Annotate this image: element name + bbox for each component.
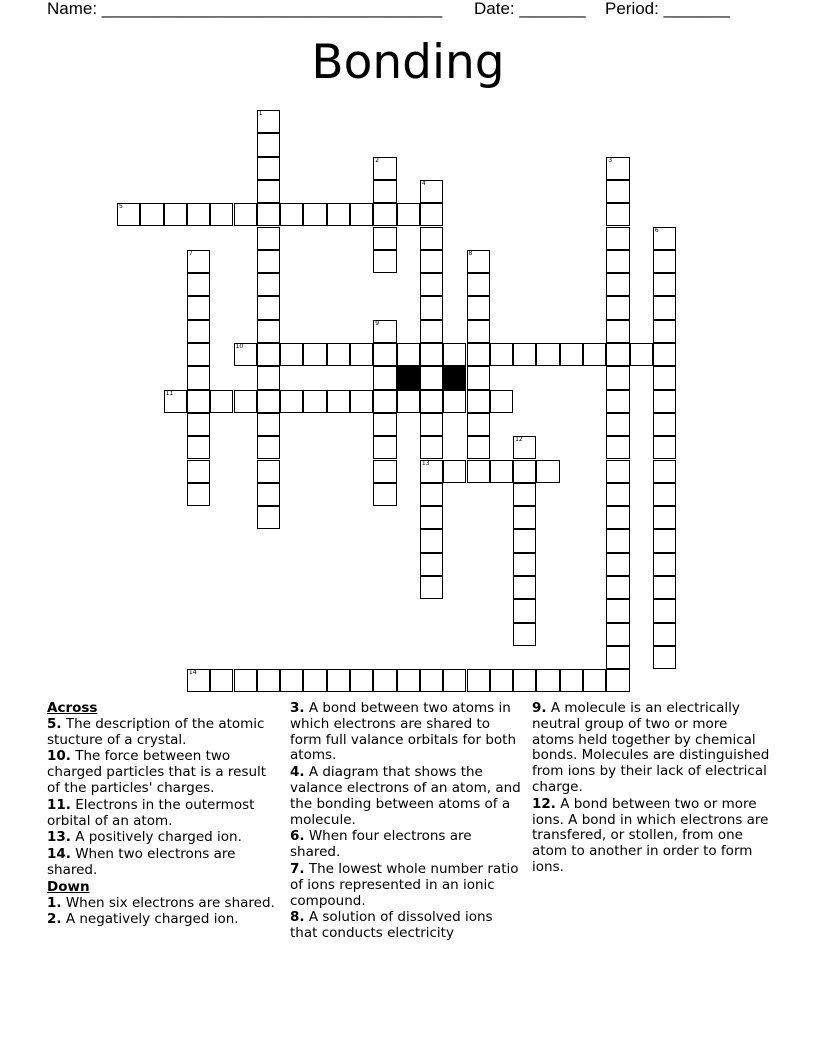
letter-cell[interactable]	[373, 413, 396, 436]
clue-text: A molecule is an electrically neutral group of two or more atoms held together by chemical bonds. Molecules are distinguished from ions by their lack of electrical charge.	[532, 700, 770, 795]
cell-number: 12	[515, 436, 523, 444]
letter-cell[interactable]	[490, 669, 513, 692]
letter-cell[interactable]	[653, 320, 676, 343]
clue-item	[290, 862, 522, 909]
letter-cell[interactable]	[257, 413, 280, 436]
letter-cell[interactable]	[397, 203, 420, 226]
clue-item	[532, 797, 772, 876]
letter-cell[interactable]	[606, 203, 629, 226]
clue-column-3	[532, 701, 772, 877]
letter-cell[interactable]	[373, 250, 396, 273]
letter-cell[interactable]	[467, 366, 490, 389]
letter-cell[interactable]	[373, 157, 396, 180]
letter-cell[interactable]	[257, 273, 280, 296]
letter-cell[interactable]	[443, 343, 466, 366]
clue-number: 13.	[47, 829, 71, 846]
letter-cell[interactable]	[257, 296, 280, 319]
letter-cell[interactable]	[653, 343, 676, 366]
black-cell	[397, 366, 420, 389]
letter-cell[interactable]	[490, 390, 513, 413]
letter-cell[interactable]	[187, 343, 210, 366]
clue-number: 11.	[47, 796, 71, 813]
clue-number: 1.	[47, 894, 62, 911]
letter-cell[interactable]	[467, 296, 490, 319]
letter-cell[interactable]	[420, 483, 443, 506]
letter-cell[interactable]	[210, 390, 233, 413]
letter-cell[interactable]	[513, 576, 536, 599]
clue-item	[290, 829, 522, 861]
letter-cell[interactable]	[606, 576, 629, 599]
letter-cell[interactable]	[653, 576, 676, 599]
letter-cell[interactable]	[630, 343, 653, 366]
name-field[interactable]: Name: ____________________________________	[47, 0, 443, 18]
letter-cell[interactable]	[653, 366, 676, 389]
across-clue-list	[47, 717, 279, 879]
letter-cell[interactable]	[467, 460, 490, 483]
clue-number: 5.	[47, 715, 62, 732]
down-heading: Down	[47, 878, 90, 895]
letter-cell[interactable]	[513, 436, 536, 459]
clue-item	[290, 701, 522, 764]
letter-cell[interactable]	[606, 599, 629, 622]
letter-cell[interactable]	[443, 390, 466, 413]
letter-cell[interactable]	[257, 157, 280, 180]
clue-column-1	[47, 701, 279, 929]
letter-cell[interactable]	[187, 483, 210, 506]
letter-cell[interactable]	[187, 320, 210, 343]
cell-number: 13	[421, 459, 430, 467]
letter-cell[interactable]	[373, 343, 396, 366]
letter-cell[interactable]	[420, 460, 443, 483]
letter-cell[interactable]	[467, 273, 490, 296]
letter-cell[interactable]	[420, 390, 443, 413]
letter-cell[interactable]	[606, 623, 629, 646]
cell-number: 1	[258, 110, 263, 117]
clue-text: The description of the atomic stucture of a crystal.	[47, 715, 265, 748]
clue-text: The lowest whole number ratio of ions represented in an ionic compound.	[290, 860, 519, 909]
clue-text: Electrons in the outermost orbital of an atom.	[47, 796, 255, 829]
letter-cell[interactable]	[606, 413, 629, 436]
letter-cell[interactable]	[373, 320, 396, 343]
cell-number: 6	[654, 226, 659, 234]
clue-item	[47, 912, 279, 928]
letter-cell[interactable]	[606, 250, 629, 273]
letter-cell[interactable]	[373, 180, 396, 203]
letter-cell[interactable]	[467, 436, 490, 459]
letter-cell[interactable]	[327, 203, 350, 226]
cell-number: 4	[421, 179, 426, 187]
letter-cell[interactable]	[303, 343, 326, 366]
down-clue-list	[290, 701, 522, 942]
letter-cell[interactable]	[653, 483, 676, 506]
letter-cell[interactable]	[653, 227, 676, 250]
letter-cell[interactable]	[397, 343, 420, 366]
letter-cell[interactable]	[234, 343, 257, 366]
letter-cell[interactable]	[606, 180, 629, 203]
cell-number: 9	[375, 319, 380, 327]
clue-item	[47, 847, 279, 879]
letter-cell[interactable]	[210, 669, 233, 692]
letter-cell[interactable]	[606, 669, 629, 692]
clue-item	[47, 798, 279, 830]
letter-cell[interactable]	[210, 203, 233, 226]
letter-cell[interactable]	[350, 390, 373, 413]
cell-number: 5	[119, 203, 123, 211]
letter-cell[interactable]	[350, 203, 373, 226]
letter-cell[interactable]	[257, 203, 280, 226]
period-field[interactable]: Period: _______	[605, 0, 730, 18]
letter-cell[interactable]	[606, 529, 629, 552]
clue-text: A positively charged ion.	[70, 829, 242, 846]
down-clue-list	[47, 896, 279, 929]
cell-number: 3	[608, 156, 613, 164]
letter-cell[interactable]	[257, 483, 280, 506]
letter-cell[interactable]	[467, 343, 490, 366]
letter-cell[interactable]	[420, 366, 443, 389]
letter-cell[interactable]	[420, 203, 443, 226]
clue-number: 4.	[290, 764, 305, 781]
letter-cell[interactable]	[257, 320, 280, 343]
letter-cell[interactable]	[583, 343, 606, 366]
letter-cell[interactable]	[187, 366, 210, 389]
letter-cell[interactable]	[303, 669, 326, 692]
letter-cell[interactable]	[327, 343, 350, 366]
letter-cell[interactable]	[467, 250, 490, 273]
letter-cell[interactable]	[257, 436, 280, 459]
letter-cell[interactable]	[420, 320, 443, 343]
letter-cell[interactable]	[187, 669, 210, 692]
clue-text: When four electrons are shared.	[290, 828, 472, 861]
letter-cell[interactable]	[187, 203, 210, 226]
letter-cell[interactable]	[536, 343, 559, 366]
letter-cell[interactable]	[187, 413, 210, 436]
black-cell	[443, 366, 466, 389]
letter-cell[interactable]	[653, 273, 676, 296]
letter-cell[interactable]	[653, 296, 676, 319]
letter-cell[interactable]	[606, 227, 629, 250]
clue-item	[532, 701, 772, 796]
letter-cell[interactable]	[373, 203, 396, 226]
letter-cell[interactable]	[467, 390, 490, 413]
letter-cell[interactable]	[420, 413, 443, 436]
clue-text: The force between two charged particles that is a result of the particles' charges.	[47, 748, 267, 796]
letter-cell[interactable]	[490, 460, 513, 483]
letter-cell[interactable]	[560, 669, 583, 692]
clue-number: 8.	[290, 909, 305, 926]
letter-cell[interactable]	[467, 669, 490, 692]
letter-cell[interactable]	[653, 390, 676, 413]
letter-cell[interactable]	[303, 203, 326, 226]
letter-cell[interactable]	[397, 390, 420, 413]
letter-cell[interactable]	[606, 390, 629, 413]
letter-cell[interactable]	[164, 390, 187, 413]
letter-cell[interactable]	[467, 413, 490, 436]
letter-cell[interactable]	[606, 436, 629, 459]
clue-text: A bond between two or more ions. A bond in which electrons are transfered, or stollen, from one atom to another in order to form ions.	[532, 795, 769, 875]
letter-cell[interactable]	[257, 180, 280, 203]
letter-cell[interactable]	[420, 436, 443, 459]
letter-cell[interactable]	[187, 273, 210, 296]
clue-number: 9.	[532, 700, 547, 716]
letter-cell[interactable]	[560, 343, 583, 366]
letter-cell[interactable]	[420, 553, 443, 576]
clue-number: 6.	[290, 828, 305, 845]
letter-cell[interactable]	[187, 296, 210, 319]
page-title: Bonding	[311, 35, 505, 90]
letter-cell[interactable]	[606, 506, 629, 529]
letter-cell[interactable]	[257, 133, 280, 156]
letter-cell[interactable]	[257, 227, 280, 250]
letter-cell[interactable]	[490, 343, 513, 366]
date-field[interactable]: Date: _______	[474, 0, 586, 18]
letter-cell[interactable]	[234, 390, 257, 413]
letter-cell[interactable]	[606, 320, 629, 343]
letter-cell[interactable]	[234, 669, 257, 692]
letter-cell[interactable]	[187, 460, 210, 483]
letter-cell[interactable]	[606, 460, 629, 483]
clue-item	[47, 896, 279, 912]
letter-cell[interactable]	[420, 576, 443, 599]
clue-column-2	[290, 701, 522, 943]
clue-text: A solution of dissolved ions that conducts electricity	[290, 909, 493, 942]
letter-cell[interactable]	[653, 599, 676, 622]
letter-cell[interactable]	[280, 343, 303, 366]
cell-number: 2	[375, 156, 380, 164]
letter-cell[interactable]	[606, 296, 629, 319]
down-clue-list	[532, 701, 772, 876]
letter-cell[interactable]	[420, 529, 443, 552]
letter-cell[interactable]	[513, 599, 536, 622]
letter-cell[interactable]	[420, 250, 443, 273]
letter-cell[interactable]	[653, 436, 676, 459]
letter-cell[interactable]	[467, 320, 490, 343]
clue-item	[47, 830, 279, 846]
letter-cell[interactable]	[164, 203, 187, 226]
letter-cell[interactable]	[420, 180, 443, 203]
clue-number: 2.	[47, 911, 62, 928]
letter-cell[interactable]	[420, 273, 443, 296]
clue-number: 3.	[290, 700, 305, 716]
letter-cell[interactable]	[513, 506, 536, 529]
clue-item	[47, 717, 279, 749]
letter-cell[interactable]	[513, 623, 536, 646]
letter-cell[interactable]	[443, 669, 466, 692]
clue-text: A bond between two atoms in which electrons are shared to form full valance orbitals for both atoms.	[290, 700, 517, 764]
letter-cell[interactable]	[513, 529, 536, 552]
letter-cell[interactable]	[653, 413, 676, 436]
letter-cell[interactable]	[350, 669, 373, 692]
across-heading: Across	[47, 700, 98, 716]
letter-cell[interactable]	[606, 646, 629, 669]
letter-cell[interactable]	[280, 203, 303, 226]
letter-cell[interactable]	[257, 250, 280, 273]
letter-cell[interactable]	[140, 203, 163, 226]
letter-cell[interactable]	[513, 483, 536, 506]
letter-cell[interactable]	[327, 669, 350, 692]
letter-cell[interactable]	[606, 366, 629, 389]
letter-cell[interactable]	[513, 343, 536, 366]
letter-cell[interactable]	[513, 553, 536, 576]
letter-cell[interactable]	[373, 669, 396, 692]
letter-cell[interactable]	[536, 669, 559, 692]
letter-cell[interactable]	[280, 390, 303, 413]
letter-cell[interactable]	[420, 506, 443, 529]
cell-number: 8	[468, 249, 473, 257]
letter-cell[interactable]	[373, 390, 396, 413]
letter-cell[interactable]	[443, 460, 466, 483]
clue-text: A negatively charged ion.	[61, 911, 239, 928]
clue-item	[47, 749, 279, 796]
clue-item	[290, 765, 522, 828]
letter-cell[interactable]	[606, 157, 629, 180]
clue-number: 7.	[290, 860, 305, 877]
letter-cell[interactable]	[373, 366, 396, 389]
letter-cell[interactable]	[257, 506, 280, 529]
letter-cell[interactable]	[653, 623, 676, 646]
cell-number: 11	[165, 389, 174, 397]
letter-cell[interactable]	[257, 343, 280, 366]
letter-cell[interactable]	[373, 436, 396, 459]
letter-cell[interactable]	[653, 529, 676, 552]
letter-cell[interactable]	[187, 436, 210, 459]
letter-cell[interactable]	[257, 110, 280, 133]
letter-cell[interactable]	[303, 390, 326, 413]
letter-cell[interactable]	[653, 553, 676, 576]
letter-cell[interactable]	[420, 343, 443, 366]
letter-cell[interactable]	[373, 227, 396, 250]
letter-cell[interactable]	[397, 669, 420, 692]
letter-cell[interactable]	[606, 553, 629, 576]
letter-cell[interactable]	[257, 390, 280, 413]
letter-cell[interactable]	[513, 460, 536, 483]
cell-number: 14	[188, 669, 197, 677]
clue-text: A diagram that shows the valance electrons of an atom, and the bonding between atoms of a molecule.	[290, 764, 521, 828]
letter-cell[interactable]	[117, 203, 140, 226]
letter-cell[interactable]	[606, 483, 629, 506]
letter-cell[interactable]	[653, 646, 676, 669]
letter-cell[interactable]	[257, 669, 280, 692]
letter-cell[interactable]	[536, 460, 559, 483]
letter-cell[interactable]	[513, 669, 536, 692]
clue-number: 14.	[47, 846, 71, 863]
letter-cell[interactable]	[653, 250, 676, 273]
letter-cell[interactable]	[420, 227, 443, 250]
letter-cell[interactable]	[187, 250, 210, 273]
cell-number: 10	[235, 343, 244, 350]
cell-number: 7	[188, 249, 193, 257]
letter-cell[interactable]	[280, 669, 303, 692]
letter-cell[interactable]	[606, 343, 629, 366]
letter-cell[interactable]	[373, 483, 396, 506]
clue-number: 12.	[532, 795, 556, 812]
letter-cell[interactable]	[420, 669, 443, 692]
letter-cell[interactable]	[606, 273, 629, 296]
clue-text: When six electrons are shared.	[61, 894, 275, 911]
letter-cell[interactable]	[373, 460, 396, 483]
letter-cell[interactable]	[350, 343, 373, 366]
letter-cell[interactable]	[420, 296, 443, 319]
letter-cell[interactable]	[234, 203, 257, 226]
letter-cell[interactable]	[187, 390, 210, 413]
letter-cell[interactable]	[583, 669, 606, 692]
clue-text: When two electrons are shared.	[47, 846, 236, 878]
letter-cell[interactable]	[653, 506, 676, 529]
clue-item	[290, 910, 522, 942]
letter-cell[interactable]	[257, 460, 280, 483]
letter-cell[interactable]	[257, 366, 280, 389]
letter-cell[interactable]	[653, 460, 676, 483]
clue-number: 10.	[47, 748, 71, 765]
letter-cell[interactable]	[327, 390, 350, 413]
